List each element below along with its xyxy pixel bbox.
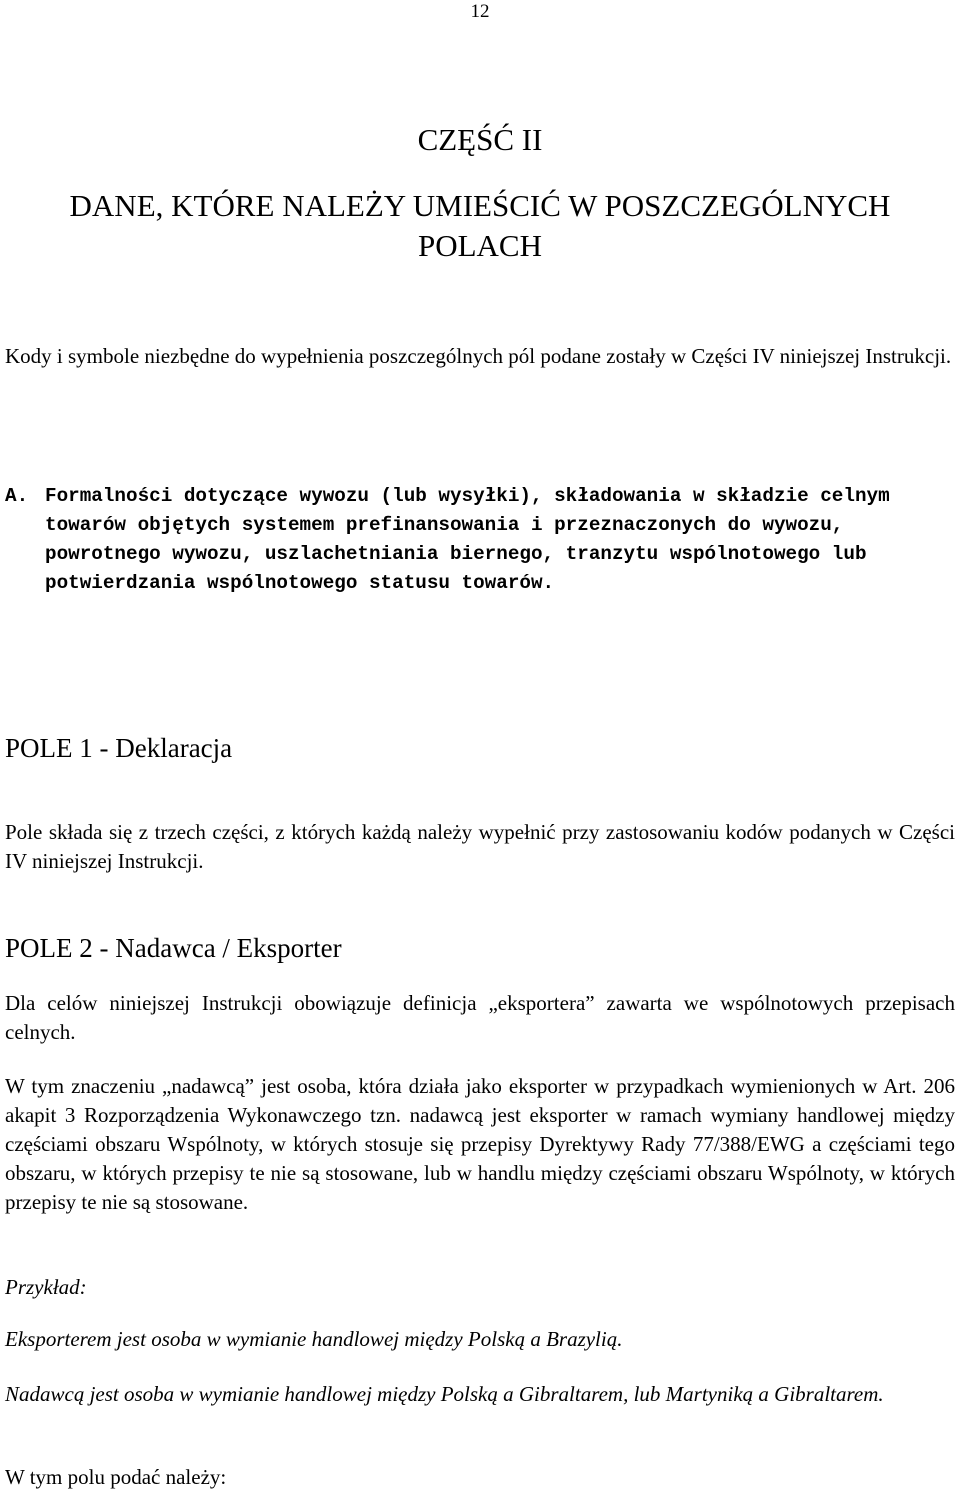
example-line2: Nadawcą jest osoba w wymianie handlowej między Polską a Gibraltarem, lub Martyniką a Gibraltarem. — [5, 1382, 884, 1406]
formalities-line3: powrotnego wywozu, uszlachetniania biernego, tranzytu wspólnotowego lub — [45, 543, 867, 565]
pole1-heading: POLE 1 - Deklaracja — [5, 733, 233, 763]
pole1-paragraph: Pole składa się z trzech części, z których każdą należy wypełnić przy zastosowaniu kodów podanych w Części IV niniejszej Instrukcji. — [5, 820, 955, 873]
section-title — [0, 186, 960, 266]
formalities-label: A. — [5, 485, 29, 507]
section-title-line2: POLACH — [417, 228, 542, 263]
formalities-line2: towarów objętych systemem prefinansowania i przeznaczonych do wywozu, — [45, 514, 844, 536]
part-title: CZĘŚĆ II — [417, 122, 543, 157]
pole2-heading: POLE 2 - Nadawca / Eksporter — [5, 933, 342, 963]
example-label: Przykład: — [5, 1275, 87, 1299]
formalities-paragraph — [5, 482, 955, 598]
formalities-line4: potwierdzania wspólnotowego statusu towarów. — [45, 572, 555, 594]
section-title-line1: DANE, KTÓRE NALEŻY UMIEŚCIĆ W POSZCZEGÓLNYCH — [69, 188, 891, 223]
page-number: 12 — [470, 1, 490, 22]
closing-line: W tym polu podać należy: — [5, 1465, 227, 1489]
pole2-paragraph-meaning: W tym znaczeniu „nadawcą” jest osoba, która działa jako eksporter w przypadkach wymienionych w Art. 206 akapit 3 Rozporządzenia Wykonawczego tzn. nadawcą jest eksporter w ramach wymiany handlowej między częściami obszaru Wspólnoty, w których stosuje się przepisy Dyrektywy Rady 77/388/EWG a częściami tego obszaru, w których przepisy te nie są stosowane, lub w handlu między częściami obszaru Wspólnoty, w których przepisy te nie są stosowane. — [5, 1074, 955, 1214]
formalities-line1-text: Formalności dotyczące wywozu (lub wysyłki), składowania w składzie celnym — [45, 485, 890, 507]
intro-paragraph: Kody i symbole niezbędne do wypełnienia poszczególnych pól podane zostały w Części IV niniejszej Instrukcji. — [5, 344, 952, 368]
pole2-paragraph-definition: Dla celów niniejszej Instrukcji obowiązuje definicja „eksportera” zawarta we wspólnotowych przepisach celnych. — [5, 991, 955, 1044]
example-line1: Eksporterem jest osoba w wymianie handlowej między Polską a Brazylią. — [5, 1327, 623, 1351]
formalities-line1 — [5, 482, 955, 511]
